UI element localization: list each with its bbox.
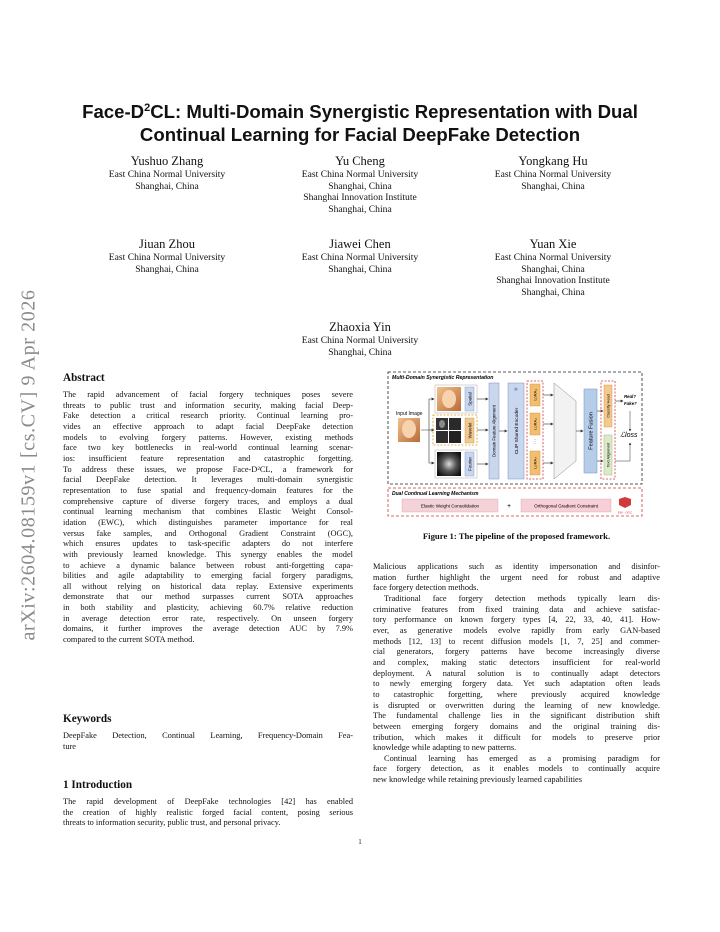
snowflake-icon: ❄ [513, 387, 519, 393]
text-line: Malicious applications such as identity impersonation and disinfor- [373, 562, 660, 571]
text-line: knowledge while adapting to new patterns. [373, 743, 517, 753]
introduction-lines [63, 797, 353, 829]
lora-1-label: LoRA₁ [532, 389, 538, 401]
author-affiliation: Shanghai Innovation Institute [496, 275, 610, 287]
page-number: 1 [358, 838, 362, 846]
text-line: facial DeepFake detection. It leverages multi-domain synergistic [63, 475, 353, 485]
classify-head-label: Classify Head [606, 394, 611, 418]
keywords-body [63, 731, 353, 752]
domain-alignment-label: Domain Feature Alignment [491, 405, 497, 457]
title-part1: Face-D [82, 101, 145, 123]
paragraph [373, 562, 660, 594]
input-face-icon [402, 420, 416, 438]
abstract-lines [63, 390, 353, 646]
text-line: cial generators, forgery patterns have become increasingly diverse [373, 647, 660, 657]
author-location: Shanghai, China [328, 263, 392, 275]
text-line: The rapid advancement of facial forgery techniques poses severe [63, 390, 353, 399]
text-line: threats to public trust and information security, making facial Deep- [63, 400, 353, 410]
author-location: Shanghai, China [521, 263, 585, 275]
text-line: ture [63, 741, 76, 751]
text-line: new knowledge while retaining previously learned capabilities [373, 775, 582, 785]
text-line: all without relying on historical data replay. Extensive experiments [63, 581, 353, 591]
text-line: to newly emerging forgery data. Yet such adaptation often leads [373, 679, 660, 689]
text-line: criminative features from fixed training data and achieve satisfac- [373, 604, 660, 614]
lora-2-label: LoRA₂ [532, 418, 538, 430]
author-affiliation: East China Normal University [494, 252, 612, 263]
author-location: Shanghai, China [328, 180, 392, 192]
text-line: domains, it further improves the average detection AUC by 7.9% [63, 624, 353, 634]
paragraph [373, 594, 660, 754]
text-line: tory performance on known forgery types [4, 22, 33, 40, 41]. How- [373, 615, 660, 625]
text-line: between emerging forgery domains and the original training dis- [373, 721, 660, 731]
text-line: tribution, which makes it difficult for models to preserve prior [373, 732, 660, 742]
text-line: deployment. A natural solution is to continually adapt detectors [373, 668, 660, 678]
paragraph [373, 754, 660, 786]
arxiv-stamp-text: arXiv:2604.08159v1 [cs.CV] 9 Apr 2026 [17, 289, 40, 641]
author-location: Shanghai, China [135, 180, 199, 192]
author-block [453, 236, 653, 298]
text-line: The fundamental challenge lies in the significant distribution shift [373, 711, 660, 721]
author-name: Jiuan Zhou [139, 237, 195, 251]
fusion-trapezoid [554, 383, 576, 479]
wavelet-label: Wavelet [467, 422, 473, 439]
text-line: demonstrate that our method surpasses current SOTA approaches [63, 592, 353, 602]
loss-label: ℒloss [620, 432, 638, 439]
intro-right-column [373, 562, 660, 786]
author-name: Yu Cheng [335, 154, 385, 168]
ogc-label: Orthogonal Gradient Constraint [534, 503, 598, 509]
text-line: threats to information security, public trust, and personal privacy. [63, 818, 281, 828]
text-line: comprehensive capture of diverse forgery traces, and employs a dual [63, 496, 353, 506]
text-line: Fake detection a critical research priority. Continual learning pro- [63, 411, 353, 421]
author-affiliation: East China Normal University [301, 335, 419, 346]
text-line: idation (EWC), which distinguishes parameter importance for real [63, 517, 353, 527]
title-sup: 2 [144, 102, 151, 114]
text-line: and complex, making static detectors insufficient for real-world [373, 657, 660, 667]
text-line: mation further highlight the urgent need for robust and adaptive [373, 572, 660, 582]
keywords-lines [63, 731, 353, 752]
author-block [260, 236, 460, 275]
author-location: Shanghai, China [328, 346, 392, 358]
text-line: ever, as generative models evolve rapidly from early GAN-based [373, 625, 660, 635]
lora-n-label: LoRAₙ [532, 457, 538, 469]
text-line: DeepFake Detection, Continual Learning, Frequency-Domain Fea- [63, 731, 353, 740]
introduction-body [63, 797, 353, 829]
text-line: versus fake samples, and Orthogonal Gradient Constraint (OGC), [63, 528, 353, 538]
author-affiliation: East China Normal University [301, 252, 419, 263]
paper-title [60, 97, 660, 146]
text-line: the creation of highly realistic forged facial content, posing serious [63, 807, 353, 817]
author-affiliation: East China Normal University [108, 169, 226, 180]
text-line: face two key bottlenecks in real-world continual learning scenar- [63, 443, 353, 453]
fourier-image [437, 452, 461, 476]
text-line: face forgery detection methods. [373, 583, 479, 593]
author-name: Yuan Xie [529, 237, 577, 251]
author-location: Shanghai, China [328, 203, 392, 215]
text-line: Traditional face forgery detection methods typically learn dis- [384, 593, 660, 603]
author-name: Jiawei Chen [329, 237, 391, 251]
text-alignment-label: Text Alignment [606, 442, 611, 468]
spatial-label: Spatial [467, 392, 473, 406]
abstract-body [63, 390, 353, 646]
ewc-label: Elastic Weight Consolidation [420, 503, 480, 509]
author-block [260, 153, 460, 215]
introduction-heading: 1 Introduction [63, 779, 133, 791]
author-name: Yongkang Hu [518, 154, 588, 168]
text-line: compared to the current SOTA method. [63, 635, 195, 645]
author-affiliation: East China Normal University [301, 169, 419, 180]
author-block [453, 153, 653, 192]
keywords-heading: Keywords [63, 713, 112, 725]
intro-right-paragraphs [373, 562, 660, 786]
text-line: The rapid development of DeepFake technologies [42] has enabled [63, 797, 353, 806]
msr-label: Multi-Domain Synergistic Representation [392, 375, 494, 381]
author-name: Yushuo Zhang [130, 154, 204, 168]
text-line: continual learning mechanism that combines Elastic Weight Consol- [63, 507, 353, 517]
ewc-ogc-badge: EW · OGC [617, 510, 633, 515]
author-block [67, 236, 267, 275]
author-location: Shanghai, China [135, 263, 199, 275]
text-line: face forgery detection, as it enables models to continually acquire [373, 764, 660, 774]
author-location: Shanghai, China [521, 286, 585, 298]
author-block [67, 153, 267, 192]
clip-encoder-label: CLIP Shared Encoder [515, 407, 520, 455]
text-line: with previously learned knowledge. This synergy enables the model [63, 549, 353, 559]
author-name: Zhaoxia Yin [329, 320, 391, 334]
author-block [260, 319, 460, 358]
text-line: methods [12, 13] to recent diffusion models [1, 7, 25] and commer- [373, 636, 660, 646]
text-line: in average detection error rate, respectively. On unseen forgery [63, 613, 353, 623]
pipeline-diagram [387, 371, 643, 517]
title-line2: Continual Learning for Facial DeepFake Detection [139, 124, 581, 146]
text-line: To address these issues, we propose Face-D²CL, a framework for [63, 464, 353, 474]
fourier-label: Fourier [467, 457, 473, 471]
text-line: vides an effective approach to adapt facial DeepFake detection [63, 421, 353, 431]
plus-sign: + [506, 503, 512, 510]
dcl-label: Dual Continual Learning Mechanism [392, 491, 479, 497]
feature-fusion-label: Feature Fusion [588, 412, 595, 450]
pipeline-figure [387, 371, 643, 517]
real-label: Real? [624, 394, 636, 399]
abstract-heading: Abstract [63, 372, 105, 384]
text-line: ios: insufficient feature representation and catastrophic forgetting. [63, 453, 353, 463]
svg-text:⋮: ⋮ [532, 439, 538, 445]
input-image-label: Input Image [396, 411, 423, 417]
text-line: in both stability and plasticity, achieving 60.7% relative reduction [63, 603, 353, 613]
text-line: which ensures updates to task-specific adapters do not interfere [63, 539, 353, 549]
title-part2: CL: Multi-Domain Synergistic Representation with Dual [150, 101, 638, 123]
author-affiliation: East China Normal University [108, 252, 226, 263]
author-affiliation: East China Normal University [494, 169, 612, 180]
text-line: bilities and agile adaptability to emerging facial forgery paradigms, [63, 571, 353, 581]
text-line: is disrupted or overwritten during the learning of new knowledge. [373, 700, 660, 710]
fake-label: Fake? [624, 401, 637, 406]
author-affiliation: Shanghai Innovation Institute [303, 192, 417, 204]
text-line: to catastrophic forgetting, where previously acquired knowledge [373, 689, 660, 699]
text-line: Continual learning has emerged as a promising paradigm for [384, 753, 660, 763]
text-line: to achieve a dynamic balance between robust anti-forgetting capa- [63, 560, 353, 570]
text-line: models to evolving forgery patterns. However, existing methods [63, 432, 353, 442]
figure-caption: Figure 1: The pipeline of the proposed framework. [422, 531, 611, 541]
author-location: Shanghai, China [521, 180, 585, 192]
arxiv-stamp [16, 265, 42, 665]
text-line: representation to fuse spatial and frequency-domain features for the [63, 485, 353, 495]
shield-icon [619, 497, 631, 508]
